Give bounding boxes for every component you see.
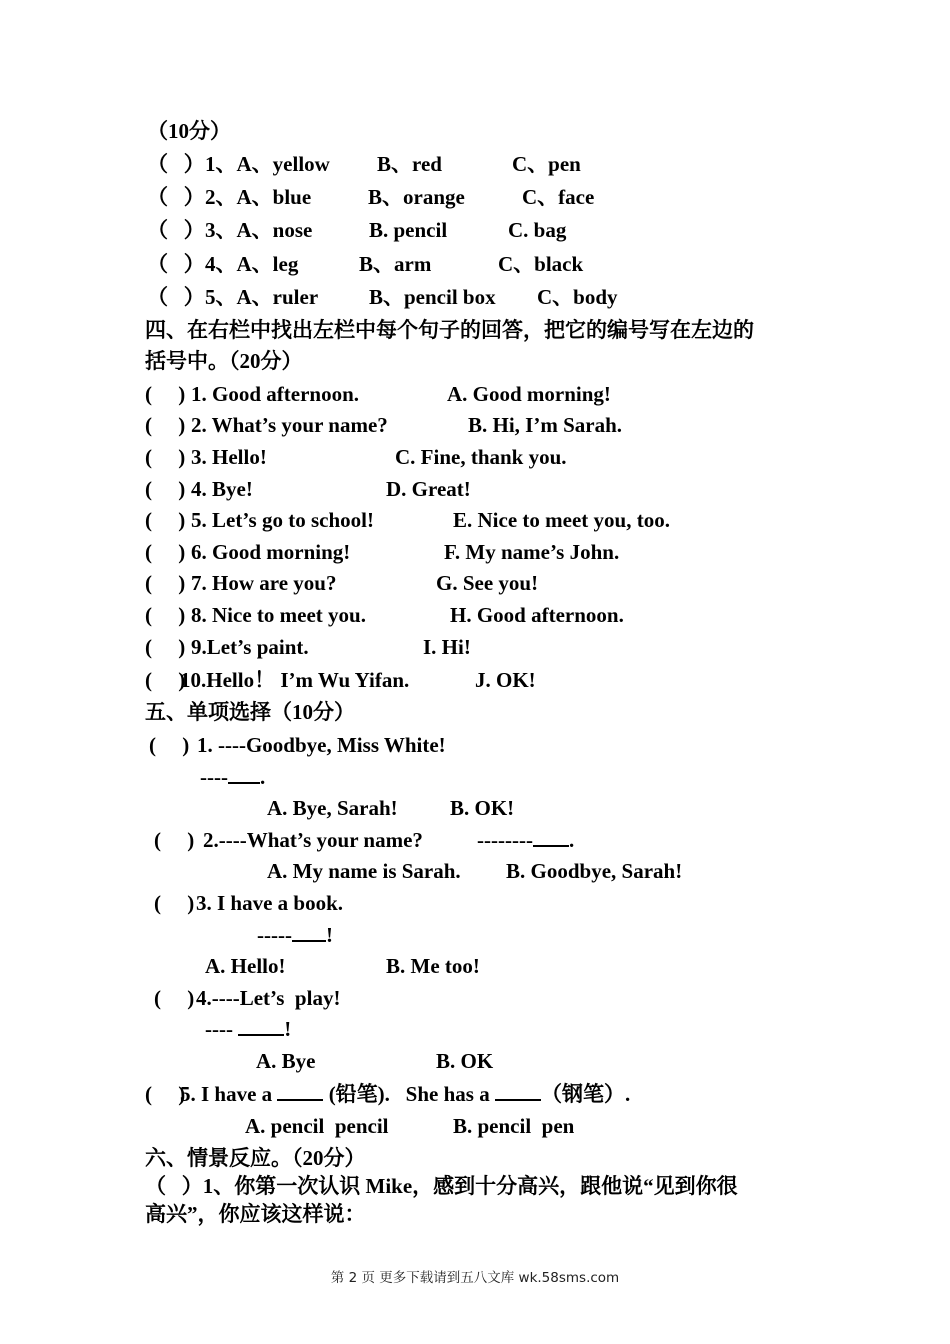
option-b: B. pencil <box>369 218 448 242</box>
question-part: （钢笔）. <box>540 1082 631 1106</box>
reply-end: ! <box>325 923 333 947</box>
option-a: A. Bye <box>256 1049 316 1073</box>
option-c: C、black <box>498 252 584 276</box>
left-sentence: 7. How are you? <box>191 571 337 595</box>
right-response: B. Hi, I’m Sarah. <box>468 413 623 437</box>
right-response: H. Good afternoon. <box>450 603 624 627</box>
right-response: I. Hi! <box>423 635 471 659</box>
reply-line <box>477 827 574 853</box>
reply-end: . <box>568 828 575 852</box>
option-a: A. pencil pencil <box>245 1114 389 1138</box>
left-sentence: 3. Hello! <box>191 445 267 469</box>
answer-bracket: ( ) <box>154 828 195 852</box>
answer-bracket: ( ) <box>145 477 186 501</box>
fill-blank <box>228 764 260 784</box>
fill-blank <box>277 1081 323 1101</box>
answer-bracket: ( ) <box>145 571 186 595</box>
answer-bracket: ( ) <box>154 891 195 915</box>
option-b: B. pencil pen <box>453 1114 575 1138</box>
section3-score: （10分） <box>147 119 231 143</box>
option-a: A. Hello! <box>205 954 286 978</box>
left-sentence: 8. Nice to meet you. <box>191 603 366 627</box>
option-b: B、pencil box <box>369 285 496 309</box>
reply-end: . <box>259 765 266 789</box>
fill-blank <box>238 1016 284 1036</box>
section5-heading: 五、单项选择（10分） <box>145 700 355 724</box>
answer-bracket: ( ) <box>145 540 186 564</box>
answer-bracket: ( ) <box>145 1082 186 1106</box>
question-text: 1. ----Goodbye, Miss White! <box>197 733 446 757</box>
option-b: B、arm <box>359 252 432 276</box>
reply-line <box>257 922 333 948</box>
option-c: C、body <box>537 285 618 309</box>
reply-prefix: ----- <box>257 923 292 947</box>
answer-bracket: ( ) <box>145 413 186 437</box>
answer-bracket: ( ) <box>145 508 186 532</box>
left-sentence: 9.Let’s paint. <box>191 635 309 659</box>
option-c: C、pen <box>512 152 581 176</box>
left-sentence: 2. What’s your name? <box>191 413 388 437</box>
option-c: C. bag <box>508 218 567 242</box>
fill-blank <box>533 827 569 847</box>
answer-bracket: ( ) <box>145 635 186 659</box>
answer-bracket: （ ） <box>147 185 205 209</box>
right-response: D. Great! <box>386 477 471 501</box>
option-b: B. OK <box>436 1049 494 1073</box>
answer-bracket: ( ) <box>145 382 186 406</box>
reply-prefix: ---- <box>205 1017 239 1041</box>
option-b: B. Me too! <box>386 954 480 978</box>
option-a: 2、A、blue <box>205 185 312 209</box>
left-sentence: 5. Let’s go to school! <box>191 508 374 532</box>
right-response: F. My name’s John. <box>444 540 620 564</box>
answer-bracket: （ ） <box>147 252 205 276</box>
right-response: C. Fine, thank you. <box>395 445 567 469</box>
reply-end: ! <box>284 1017 292 1041</box>
option-c: C、face <box>522 185 595 209</box>
answer-bracket: ( ) <box>154 986 195 1010</box>
option-a: A. My name is Sarah. <box>267 859 461 883</box>
answer-bracket: ( ) <box>149 733 190 757</box>
option-a: 1、A、yellow <box>205 152 330 176</box>
section4-heading-cont: 括号中。（20分） <box>145 349 303 373</box>
page-footer: 第 2 页 更多下载请到五八文库 wk.58sms.com <box>330 1270 620 1286</box>
section6-question-1: （ ）1、你第一次认识 Mike，感到十分高兴，跟他说“见到你很 <box>145 1174 738 1198</box>
right-response: E. Nice to meet you, too. <box>453 508 670 532</box>
right-response: A. Good morning! <box>447 382 611 406</box>
left-sentence: 10.Hello！ I’m Wu Yifan. <box>180 668 410 692</box>
answer-bracket: ( ) <box>145 445 186 469</box>
left-sentence: 1. Good afternoon. <box>191 382 359 406</box>
section6-question-1-cont: 高兴”，你应该这样说： <box>145 1202 366 1226</box>
option-b: B、red <box>377 152 442 176</box>
left-sentence: 4. Bye! <box>191 477 253 501</box>
reply-prefix: ---- <box>200 765 228 789</box>
section6-heading: 六、情景反应。（20分） <box>145 1146 366 1170</box>
reply-line <box>200 764 265 790</box>
answer-bracket: ( ) <box>145 668 186 692</box>
answer-bracket: ( ) <box>145 603 186 627</box>
option-b: B、orange <box>368 185 465 209</box>
option-a: 4、A、leg <box>205 252 299 276</box>
right-response: G. See you! <box>436 571 539 595</box>
section4-heading: 四、在右栏中找出左栏中每个句子的回答，把它的编号写在左边的 <box>145 318 754 342</box>
option-a: A. Bye, Sarah! <box>267 796 398 820</box>
reply-line <box>205 1016 291 1042</box>
left-sentence: 6. Good morning! <box>191 540 351 564</box>
option-a: 3、A、nose <box>205 218 313 242</box>
option-b: B. OK! <box>450 796 515 820</box>
question-text: 3. I have a book. <box>196 891 344 915</box>
option-b: B. Goodbye, Sarah! <box>506 859 683 883</box>
answer-bracket: （ ） <box>147 152 205 176</box>
question-text <box>180 1081 630 1107</box>
answer-bracket: （ ） <box>147 285 205 309</box>
fill-blank <box>495 1081 541 1101</box>
right-response: J. OK! <box>475 668 536 692</box>
question-text: 2.----What’s your name? <box>203 828 423 852</box>
fill-blank <box>292 922 326 942</box>
option-a: 5、A、ruler <box>205 285 319 309</box>
question-part: (铅笔). She has a <box>323 1082 495 1106</box>
reply-prefix: -------- <box>477 828 533 852</box>
answer-bracket: （ ） <box>147 218 205 242</box>
question-text: 4.----Let’s play! <box>196 986 341 1010</box>
question-part: 5. I have a <box>180 1082 278 1106</box>
